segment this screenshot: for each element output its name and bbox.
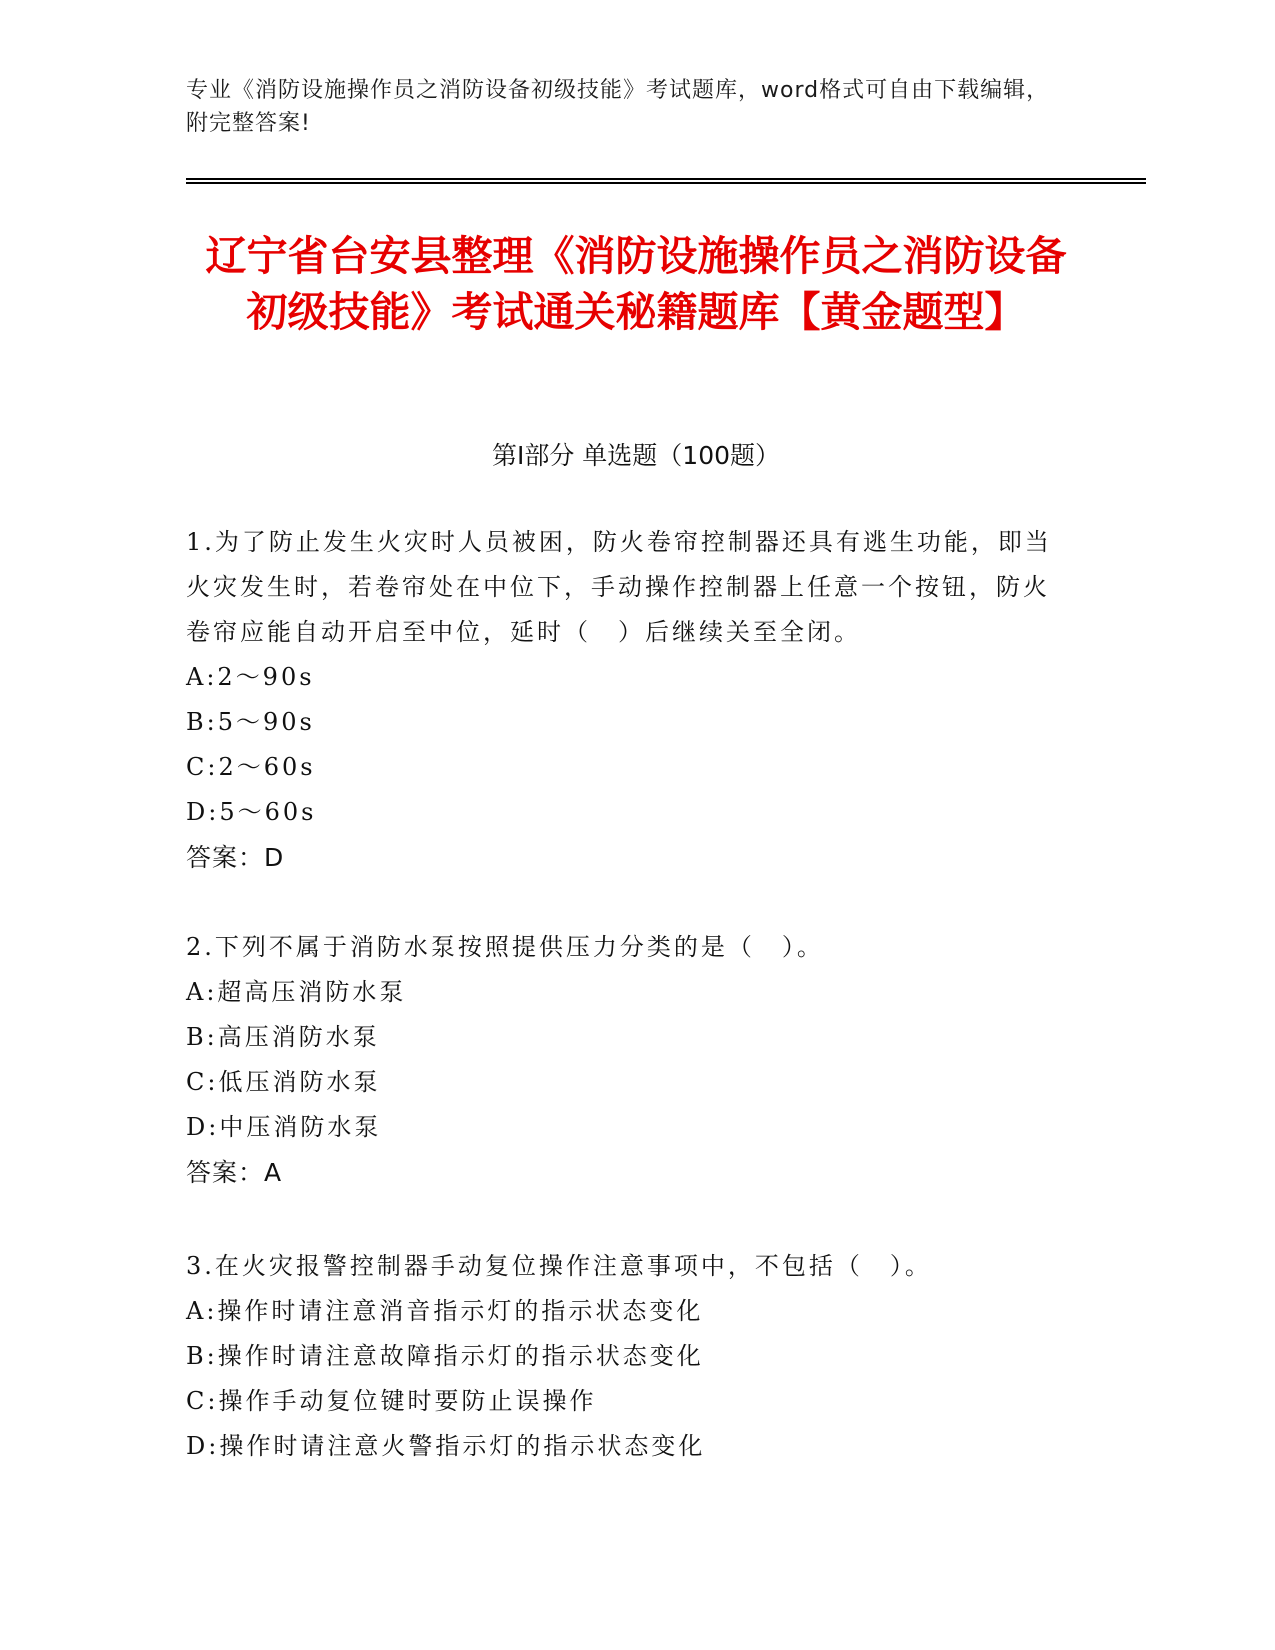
document-title: 辽宁省台安县整理《消防设施操作员之消防设备初级技能》考试通关秘籍题库【黄金题型】 [205, 232, 1067, 336]
option-d: D:中压消防水泵 [186, 1113, 382, 1141]
option-a: A:2～90s [186, 663, 315, 691]
section-heading: 第I部分 单选题（100题） [491, 441, 781, 470]
option-d: D:操作时请注意火警指示灯的指示状态变化 [186, 1432, 706, 1460]
header-note: 专业《消防设施操作员之消防设备初级技能》考试题库，word格式可自由下载编辑，附完整答案! [186, 78, 1050, 136]
answer-line: 答案：A [186, 1158, 283, 1187]
answer-line: 答案：D [186, 843, 285, 872]
header-rule-top [186, 178, 1146, 180]
question-3 [186, 1244, 1056, 1469]
question-stem: 2.下列不属于消防水泵按照提供压力分类的是（ ）。 [186, 933, 824, 961]
question-stem: 1.为了防止发生火灾时人员被困，防火卷帘控制器还具有逃生功能，即当火灾发生时，若卷帘处在中位下，手动操作控制器上任意一个按钮，防火卷帘应能自动开启至中位，延时（ ）后继续关至全闭。 [186, 528, 1052, 646]
option-b: B:5～90s [186, 708, 315, 736]
option-c: C:低压消防水泵 [186, 1068, 381, 1096]
option-c: C:2～60s [186, 753, 316, 781]
option-d: D:5～60s [186, 798, 317, 826]
question-stem: 3.在火灾报警控制器手动复位操作注意事项中，不包括（ ）。 [186, 1252, 932, 1280]
question-1 [186, 520, 1056, 880]
question-2 [186, 925, 1056, 1195]
option-c: C:操作手动复位键时要防止误操作 [186, 1387, 597, 1415]
header-rule-bottom [186, 182, 1146, 184]
option-b: B:操作时请注意故障指示灯的指示状态变化 [186, 1342, 704, 1370]
option-a: A:超高压消防水泵 [186, 978, 407, 1006]
option-b: B:高压消防水泵 [186, 1023, 380, 1051]
option-a: A:操作时请注意消音指示灯的指示状态变化 [186, 1297, 704, 1325]
